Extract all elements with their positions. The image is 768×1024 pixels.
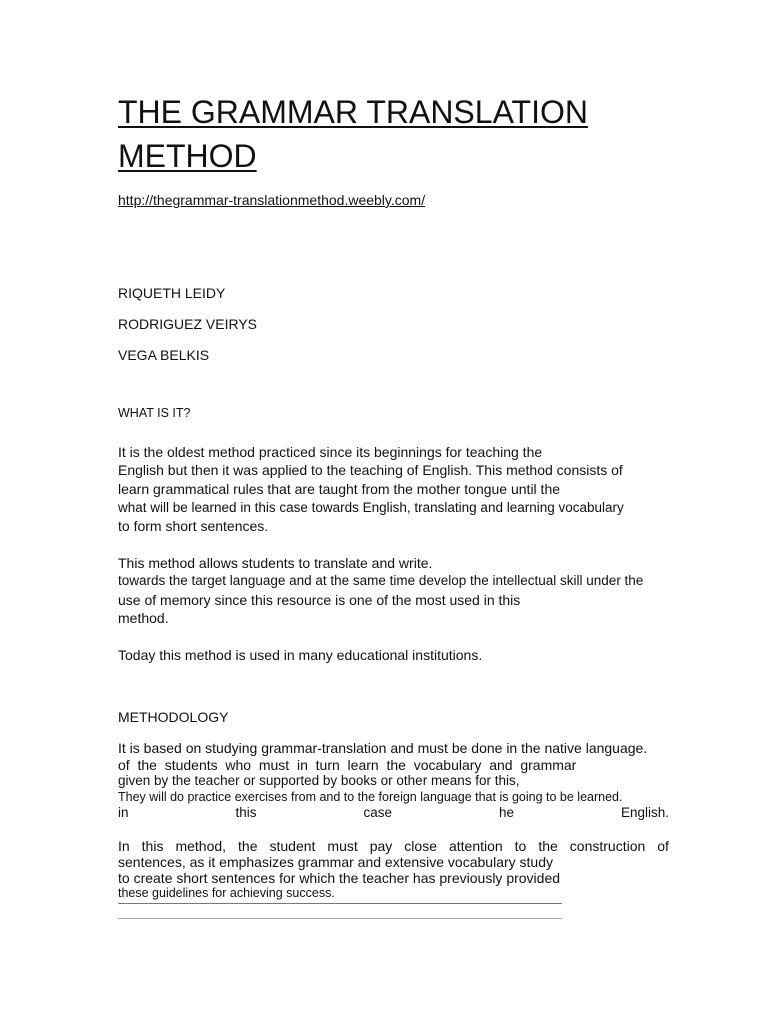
paragraph-line: what will be learned in this case towards English, translating and learning vocabulary (118, 500, 624, 515)
word: case (363, 805, 392, 820)
horizontal-rule (118, 918, 562, 919)
paragraph-line: This method allows students to translate and write. (118, 555, 433, 571)
word: in (118, 805, 129, 820)
author-name: RIQUETH LEIDY (118, 285, 226, 301)
paragraph-line: sentences, as it emphasizes grammar and extensive vocabulary study (118, 854, 553, 870)
word: this (235, 805, 257, 820)
word: student (269, 838, 316, 854)
paragraph-line: towards the target language and at the same time develop the intellectual skill under the (118, 573, 644, 588)
word: attention (448, 838, 503, 854)
paragraph-line: Today this method is used in many educational institutions. (118, 647, 483, 663)
paragraph-line: use of memory since this resource is one of the most used in this (118, 592, 521, 608)
document-title-line-1: THE GRAMMAR TRANSLATION (118, 94, 588, 130)
word: must (327, 838, 358, 854)
paragraph-line: to form short sentences. (118, 518, 269, 534)
paragraph-line: method. (118, 610, 169, 626)
author-name: RODRIGUEZ VEIRYS (118, 316, 257, 332)
word: construction (569, 838, 646, 854)
word: English. (620, 805, 669, 820)
word: close (404, 838, 437, 854)
word: of (657, 838, 669, 854)
paragraph-line: It is based on studying grammar-translation and must be done in the native language. (118, 740, 648, 756)
paragraph-line: It is the oldest method practiced since its beginnings for teaching the (118, 444, 543, 460)
word: the (238, 838, 258, 854)
paragraph-line: learn grammatical rules that are taught from the mother tongue until the (118, 481, 561, 497)
word: this (141, 838, 164, 854)
source-url-link[interactable]: http://thegrammar-translationmethod.weebly.com/ (118, 192, 426, 208)
justified-paragraph-line (118, 838, 669, 854)
word: to (514, 838, 527, 854)
word: pay (369, 838, 393, 854)
paragraph-line: these guidelines for achieving success. (118, 886, 335, 900)
word: the (538, 838, 558, 854)
paragraph-line: given by the teacher or supported by books or other means for this, (118, 773, 520, 788)
word: he (498, 805, 514, 820)
justified-paragraph-line (118, 805, 669, 820)
word: method, (175, 838, 227, 854)
author-name: VEGA BELKIS (118, 347, 210, 363)
section-heading-methodology: METHODOLOGY (118, 709, 229, 725)
horizontal-rule (118, 903, 562, 904)
paragraph-line: They will do practice exercises from and to the foreign language that is going to be learned. (118, 790, 623, 804)
section-heading-what-is-it: WHAT IS IT? (118, 406, 191, 420)
word: In (118, 838, 130, 854)
paragraph-line: to create short sentences for which the teacher has previously provided (118, 870, 561, 886)
document-title-line-2: METHOD (118, 138, 257, 174)
paragraph-line: of the students who must in turn learn the vocabulary and grammar (118, 757, 577, 773)
paragraph-line: English but then it was applied to the teaching of English. This method consists of (118, 462, 623, 478)
